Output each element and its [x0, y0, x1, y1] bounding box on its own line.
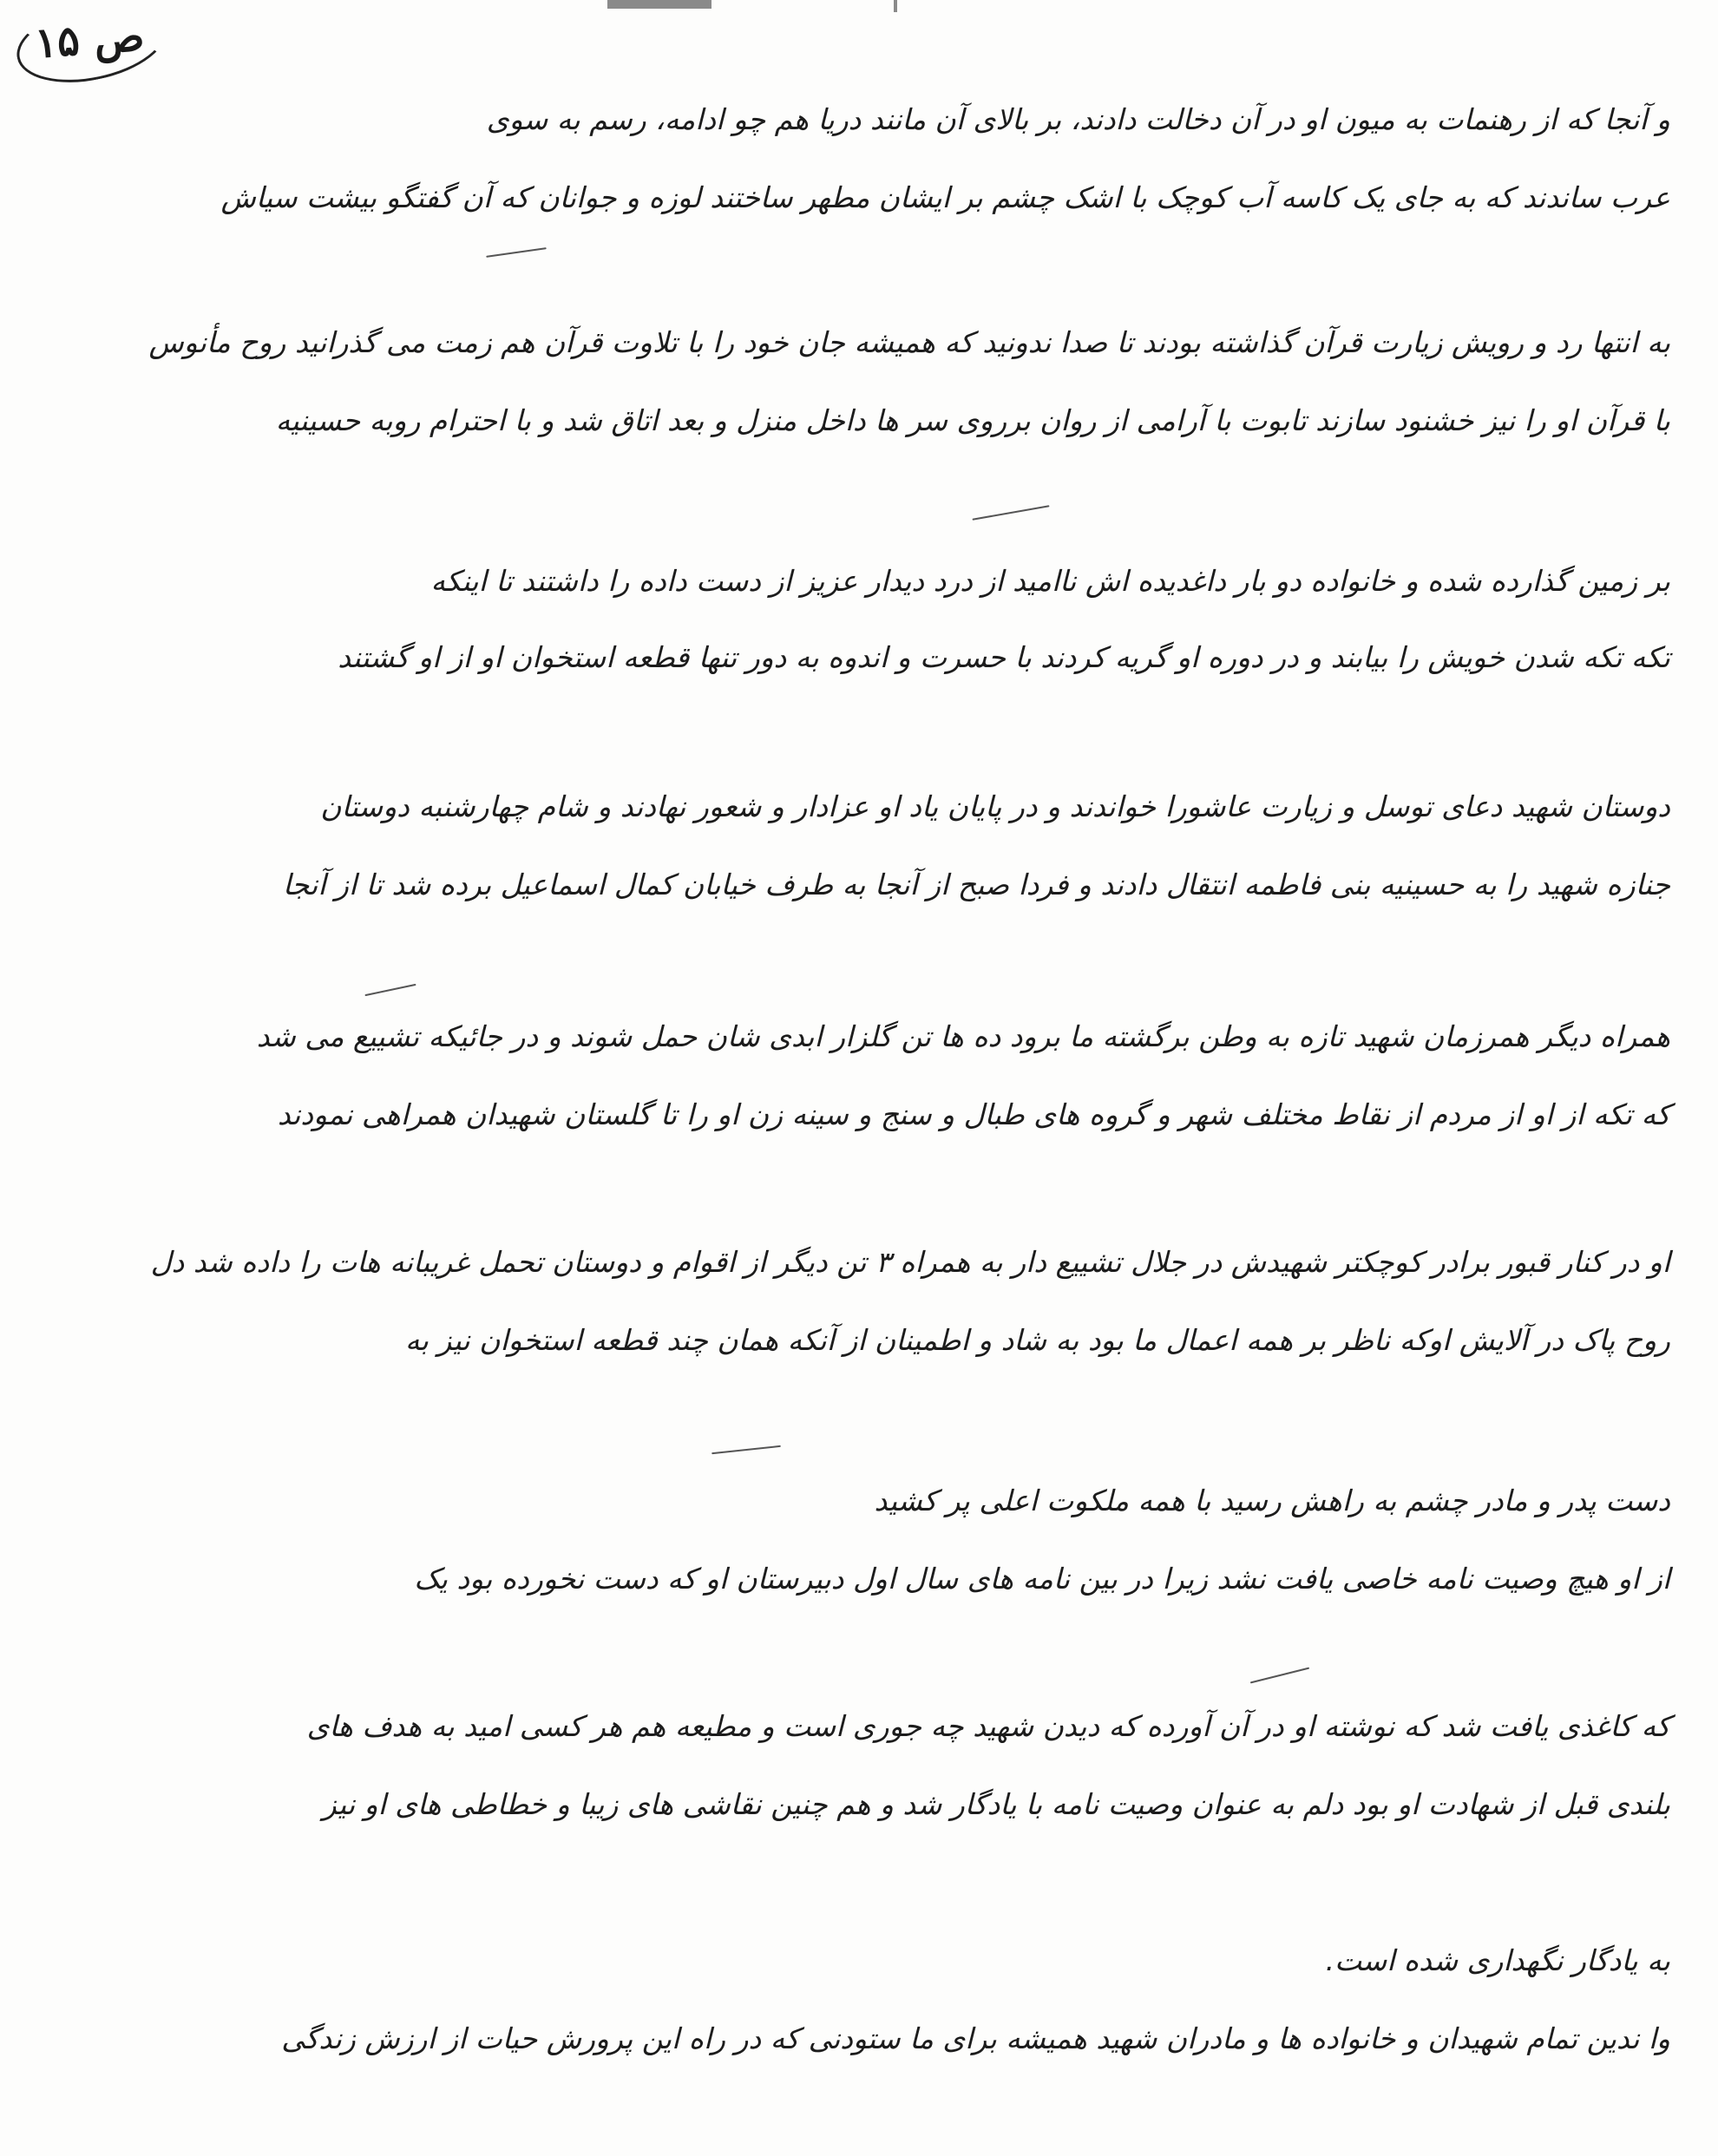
handwritten-line: عرب ساندند که به جای یک کاسه آب کوچک با اشک چشم بر ایشان مطهر ساختند لوزه و جوانان که آن گفتگو بیشت سیاش	[220, 180, 1670, 214]
handwritten-line: بلندی قبل از شهادت او بود دلم به عنوان وصیت نامه با یادگار شد و هم چنین نقاشی های زیبا و خطاطی های او نیز	[322, 1787, 1670, 1821]
handwritten-line: از او هیچ وصیت نامه خاصی یافت نشد زیرا در بین نامه های سال اول دبیرستان او که دست نخورده بود یک	[414, 1562, 1670, 1596]
pen-stroke	[364, 984, 416, 996]
handwritten-line: دست پدر و مادر چشم به راهش رسید با همه ملکوت اعلی پر کشید	[874, 1484, 1670, 1517]
handwritten-line: که تکه از او از مردم از نقاط مختلف شهر و گروه های طبال و سنج و سینه زن او را تا گلستان شهیدان همراهی نمودند	[277, 1098, 1670, 1131]
handwritten-line: روح پاک در آلایش اوکه ناظر بر همه اعمال ما بود به شاد و اطمینان از آنکه همان چند قطعه استخوان نیز به	[405, 1323, 1670, 1357]
handwritten-line: او در کنار قبور برادر کوچکتر شهیدش در جلال تشییع دار به همراه ۳ تن دیگر از اقوام و دوستان تحمل غریبانه هات را داده شد دل	[150, 1245, 1670, 1279]
scan-edge-mark	[607, 0, 711, 9]
handwritten-line: همراه دیگر همرزمان شهید تازه به وطن برگشته ما برود ده ها تن گلزار ابدی شان حمل شوند و در جائیکه تشییع می شد	[256, 1019, 1670, 1053]
handwritten-line: با قرآن او را نیز خشنود سازند تابوت با آرامی از روان برروی سر ها داخل منزل و بعد اتاق شد و با احترام روبه حسینیه	[275, 403, 1670, 437]
handwritten-line: بر زمین گذارده شده و خانواده دو بار داغدیده اش ناامید از درد دیدار عزیز از دست داده را داشتند تا اینکه	[430, 564, 1670, 598]
handwritten-line: و آنجا که از رهنمات به میون او در آن دخالت دادند، بر بالای آن مانند دریا هم چو ادامه، رسم به سوی	[486, 102, 1670, 136]
handwritten-line: که کاغذی یافت شد که نوشته او در آن آورده که دیدن شهید چه جوری است و مطیعه هم هر کسی امید به هدف های	[306, 1709, 1670, 1743]
handwritten-line: وا ندین تمام شهیدان و خانواده ها و مادران شهید همیشه برای ما ستودنی که در راه این پرورش حیات از ارزش زندگی	[281, 2022, 1670, 2055]
page-number: ص ۱۵	[33, 11, 147, 69]
scan-edge-mark	[894, 0, 897, 12]
handwritten-line: دوستان شهید دعای توسل و زیارت عاشورا خواندند و در پایان یاد او عزادار و شعور نهادند و شام چهارشنبه دوستان	[320, 790, 1670, 823]
handwritten-line: تکه تکه شدن خویش را بیابند و در دوره او گریه کردند با حسرت و اندوه به دور تنها قطعه استخوان او از او گشتند	[338, 640, 1670, 674]
handwritten-line: به انتها رد و رویش زیارت قرآن گذاشته بودند تا صدا ندونید که همیشه جان خود را با تلاوت قرآن هم زمت می گذرانید روح مأنوس	[148, 325, 1670, 359]
pen-stroke	[1250, 1668, 1309, 1684]
pen-stroke	[973, 505, 1050, 521]
handwritten-line: به یادگار نگهداری شده است.	[1325, 1943, 1670, 1977]
pen-stroke	[486, 247, 547, 258]
pen-stroke	[711, 1445, 781, 1454]
handwritten-line: جنازه شهید را به حسینیه بنی فاطمه انتقال دادند و فردا صبح از آنجا به طرف خیابان کمال اسماعیل برده شد تا از آنجا	[282, 868, 1670, 901]
